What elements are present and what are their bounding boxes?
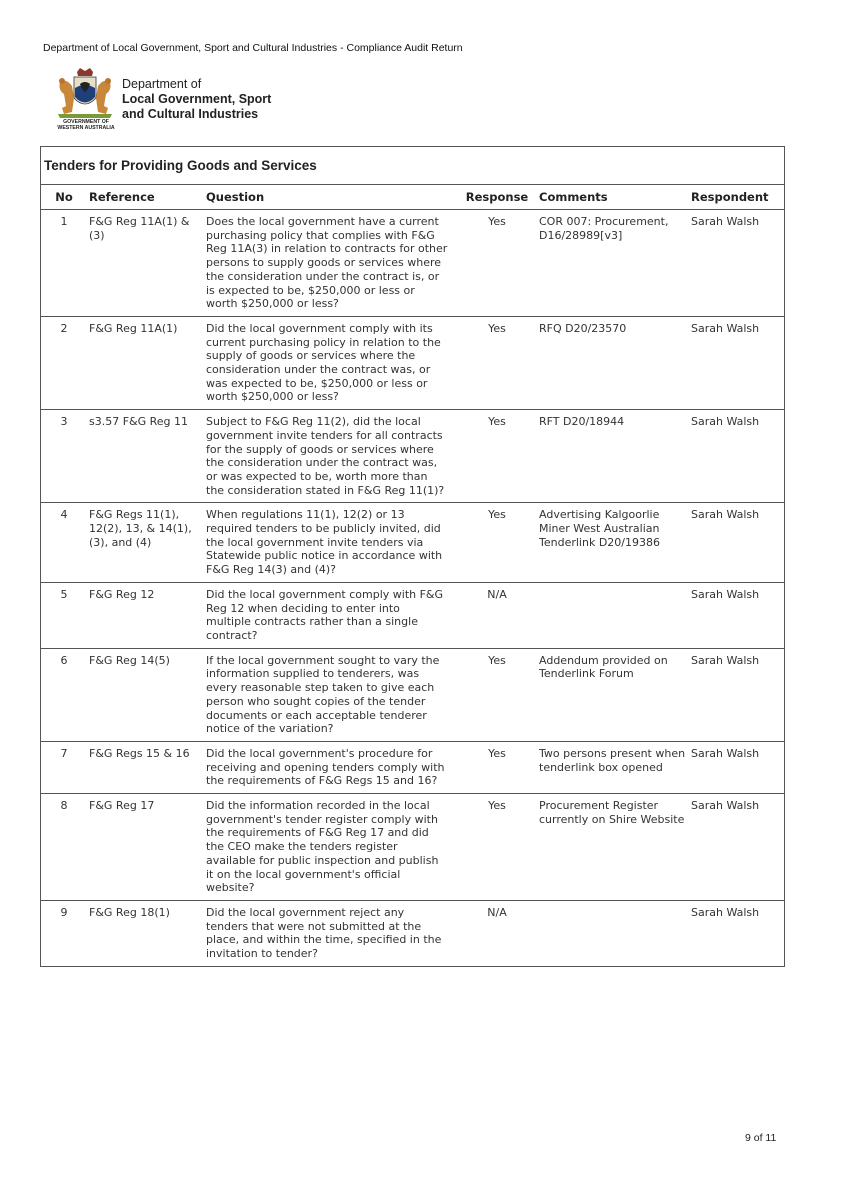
table-row <box>41 503 784 583</box>
department-logo <box>50 68 350 138</box>
cell-reference: F&G Reg 11A(1) & (3) <box>87 210 206 317</box>
table-row <box>41 741 784 793</box>
cell-respondent: Sarah Walsh <box>688 900 784 966</box>
col-header-respondent: Respondent <box>688 185 784 210</box>
cell-comments: Two persons present when tenderlink box opened <box>536 741 688 793</box>
col-header-no: No <box>41 185 87 210</box>
cell-respondent: Sarah Walsh <box>688 503 784 583</box>
cell-question: Does the local government have a current purchasing policy that complies with F&G Reg 11A(3) in relation to contracts for other persons to supply goods or services where the consideration under the contract is, or is expected to be, $250,000 or less or worth $250,000 or less? <box>206 210 458 317</box>
table-header-row <box>41 185 784 210</box>
cell-no: 1 <box>41 210 87 317</box>
running-header: Department of Local Government, Sport and Cultural Industries - Compliance Audit Return <box>43 42 463 54</box>
cell-no: 5 <box>41 582 87 648</box>
cell-response: Yes <box>458 316 536 409</box>
cell-respondent: Sarah Walsh <box>688 316 784 409</box>
table-row <box>41 900 784 966</box>
audit-table-section <box>40 146 785 967</box>
cell-reference: F&G Reg 18(1) <box>87 900 206 966</box>
audit-table <box>41 185 784 967</box>
table-row <box>41 582 784 648</box>
cell-question: When regulations 11(1), 12(2) or 13 required tenders to be publicly invited, did the local government invite tenders via Statewide public notice in accordance with F&G Reg 14(3) and (4)? <box>206 503 458 583</box>
table-row <box>41 794 784 901</box>
cell-response: Yes <box>458 741 536 793</box>
cell-no: 9 <box>41 900 87 966</box>
cell-reference: F&G Reg 17 <box>87 794 206 901</box>
cell-comments: Advertising Kalgoorlie Miner West Australian Tenderlink D20/19386 <box>536 503 688 583</box>
cell-respondent: Sarah Walsh <box>688 582 784 648</box>
cell-no: 6 <box>41 648 87 741</box>
cell-question: Did the local government comply with F&G Reg 12 when deciding to enter into multiple contracts rather than a single contract? <box>206 582 458 648</box>
cell-comments: Addendum provided on Tenderlink Forum <box>536 648 688 741</box>
cell-question: Did the information recorded in the local government's tender register comply with the requirements of F&G Reg 17 and did the CEO make the tenders register available for public inspection and publish it on the local government's official website? <box>206 794 458 901</box>
dept-line-3: and Cultural Industries <box>122 107 259 121</box>
cell-question: Subject to F&G Reg 11(2), did the local government invite tenders for all contracts for the supply of goods or services where the consideration under the contract was, or was expected to be, worth more than the consideration stated in F&G Reg 11(1)? <box>206 410 458 503</box>
cell-no: 2 <box>41 316 87 409</box>
cell-question: Did the local government's procedure for receiving and opening tenders comply with the requirements of F&G Regs 15 and 16? <box>206 741 458 793</box>
cell-no: 4 <box>41 503 87 583</box>
cell-reference: F&G Reg 12 <box>87 582 206 648</box>
cell-response: N/A <box>458 900 536 966</box>
cell-question: Did the local government comply with its current purchasing policy in relation to the supply of goods or services where the consideration under the contract was, or was expected to be, $250,000 or less or worth $250,000 or less? <box>206 316 458 409</box>
col-header-response: Response <box>458 185 536 210</box>
crest-caption: GOVERNMENT OF WESTERN AUSTRALIA <box>57 119 115 132</box>
cell-no: 8 <box>41 794 87 901</box>
table-row <box>41 316 784 409</box>
dept-line-1: Department of <box>122 77 202 91</box>
cell-reference: F&G Regs 15 & 16 <box>87 741 206 793</box>
cell-question: Did the local government reject any tenders that were not submitted at the place, and within the time, specified in the invitation to tender? <box>206 900 458 966</box>
cell-respondent: Sarah Walsh <box>688 741 784 793</box>
col-header-question: Question <box>206 185 458 210</box>
page-number: 9 of 11 <box>745 1132 777 1144</box>
cell-comments: COR 007: Procurement, D16/28989[v3] <box>536 210 688 317</box>
cell-reference: F&G Reg 11A(1) <box>87 316 206 409</box>
cell-respondent: Sarah Walsh <box>688 210 784 317</box>
cell-response: Yes <box>458 794 536 901</box>
cell-response: Yes <box>458 210 536 317</box>
section-title: Tenders for Providing Goods and Services <box>41 147 784 185</box>
cell-response: Yes <box>458 410 536 503</box>
cell-respondent: Sarah Walsh <box>688 794 784 901</box>
cell-response: Yes <box>458 503 536 583</box>
col-header-comments: Comments <box>536 185 688 210</box>
cell-no: 3 <box>41 410 87 503</box>
dept-line-2: Local Government, Sport <box>122 92 272 106</box>
cell-comments <box>536 582 688 648</box>
cell-response: Yes <box>458 648 536 741</box>
cell-respondent: Sarah Walsh <box>688 648 784 741</box>
department-name <box>122 77 271 122</box>
cell-reference: F&G Regs 11(1), 12(2), 13, & 14(1), (3), and (4) <box>87 503 206 583</box>
cell-reference: F&G Reg 14(5) <box>87 648 206 741</box>
cell-comments: Procurement Register currently on Shire Website <box>536 794 688 901</box>
table-row <box>41 210 784 317</box>
cell-comments <box>536 900 688 966</box>
cell-respondent: Sarah Walsh <box>688 410 784 503</box>
cell-comments: RFT D20/18944 <box>536 410 688 503</box>
cell-question: If the local government sought to vary the information supplied to tenderers, was every reasonable step taken to give each person who sought copies of the tender documents or each acceptable tenderer notice of the variation? <box>206 648 458 741</box>
table-row <box>41 410 784 503</box>
cell-comments: RFQ D20/23570 <box>536 316 688 409</box>
col-header-reference: Reference <box>87 185 206 210</box>
cell-no: 7 <box>41 741 87 793</box>
cell-reference: s3.57 F&G Reg 11 <box>87 410 206 503</box>
cell-response: N/A <box>458 582 536 648</box>
table-row <box>41 648 784 741</box>
